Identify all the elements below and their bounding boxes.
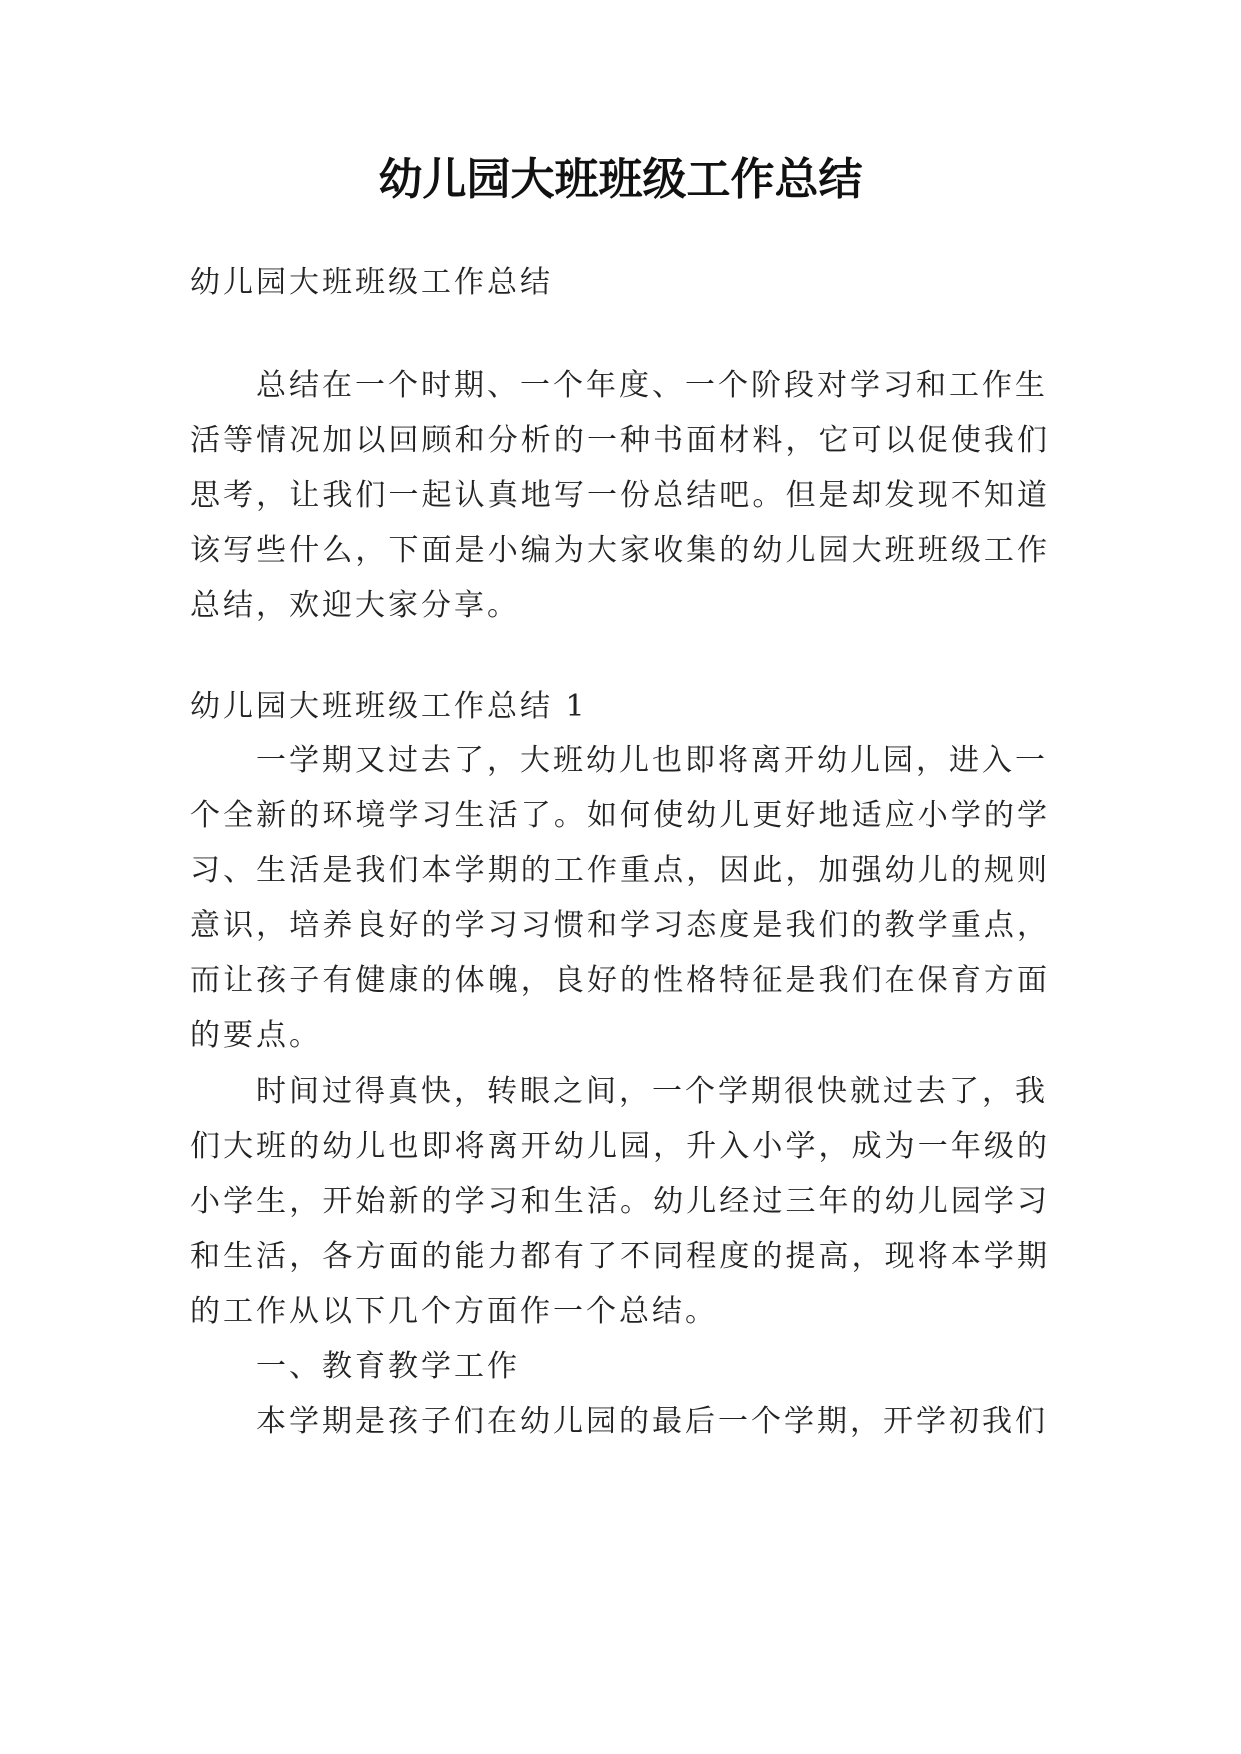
paragraph-line: 而让孩子有健康的体魄，良好的性格特征是我们在保育方面 <box>190 963 1050 998</box>
paragraph-line: 和生活，各方面的能力都有了不同程度的提高，现将本学期 <box>190 1239 1050 1274</box>
paragraph-line: 本学期是孩子们在幼儿园的最后一个学期，开学初我们 <box>256 1404 1048 1439</box>
paragraph-line: 小学生，开始新的学习和生活。幼儿经过三年的幼儿园学习 <box>190 1184 1050 1219</box>
paragraph-line: 个全新的环境学习生活了。如何使幼儿更好地适应小学的学 <box>190 798 1050 833</box>
document-title: 幼儿园大班班级工作总结 <box>378 154 863 205</box>
paragraph-line: 习、生活是我们本学期的工作重点，因此，加强幼儿的规则 <box>190 853 1050 888</box>
intro-line: 思考，让我们一起认真地写一份总结吧。但是却发现不知道 <box>190 478 1050 513</box>
paragraph-line: 时间过得真快，转眼之间，一个学期很快就过去了，我 <box>256 1074 1048 1109</box>
paragraph-line: 意识，培养良好的学习习惯和学习态度是我们的教学重点， <box>190 908 1050 943</box>
intro-line: 该写些什么，下面是小编为大家收集的幼儿园大班班级工作 <box>190 533 1050 568</box>
sub-heading: 一、教育教学工作 <box>256 1349 520 1384</box>
paragraph-line: 们大班的幼儿也即将离开幼儿园，升入小学，成为一年级的 <box>190 1129 1050 1164</box>
intro-line: 活等情况加以回顾和分析的一种书面材料，它可以促使我们 <box>190 423 1050 458</box>
paragraph-line: 的要点。 <box>190 1018 322 1053</box>
section-heading: 幼儿园大班班级工作总结 1 <box>190 689 588 724</box>
document-subtitle: 幼儿园大班班级工作总结 <box>190 265 553 300</box>
intro-line: 总结，欢迎大家分享。 <box>190 588 520 623</box>
intro-line: 总结在一个时期、一个年度、一个阶段对学习和工作生 <box>256 368 1048 403</box>
paragraph-line: 的工作从以下几个方面作一个总结。 <box>190 1294 718 1329</box>
paragraph-line: 一学期又过去了，大班幼儿也即将离开幼儿园，进入一 <box>256 743 1048 778</box>
